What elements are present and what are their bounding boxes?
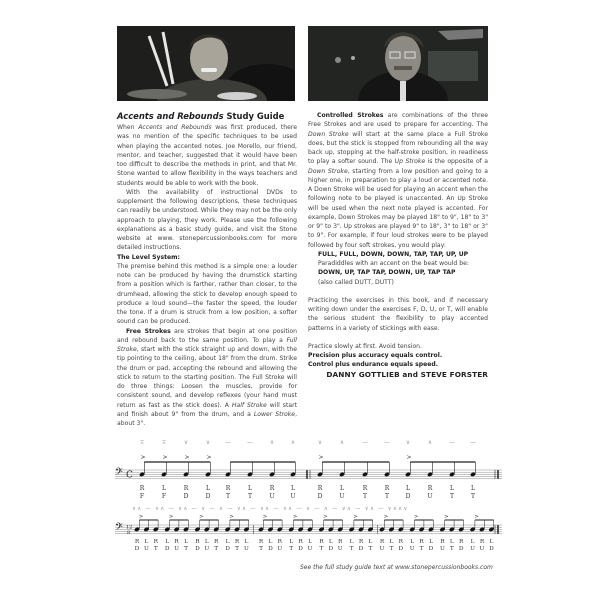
svg-text:R: R bbox=[479, 539, 485, 545]
svg-text:D: D bbox=[458, 546, 464, 552]
svg-text:L: L bbox=[308, 539, 312, 545]
svg-text:>: > bbox=[474, 514, 479, 520]
svg-text:R: R bbox=[419, 539, 424, 545]
svg-text:—: — bbox=[225, 440, 231, 446]
svg-text:R: R bbox=[183, 485, 189, 492]
svg-text:U: U bbox=[204, 546, 210, 552]
svg-text:L: L bbox=[471, 485, 475, 492]
svg-text:⩞: ⩞ bbox=[162, 440, 166, 446]
svg-text:>: > bbox=[323, 514, 328, 520]
pattern-full-down-tap-up: FULL, FULL, DOWN, DOWN, TAP, TAP, UP, UP bbox=[318, 250, 469, 258]
svg-text:∨∧ — ∨∧ — ∨∧ — ∨ — ∧ — ∨∧ — ∨: ∨∧ — ∨∧ — ∨∧ — ∨ — ∧ — ∨∧ — ∨∧ — ∨∧ — ∨ — ∧ — ∨∧ — ∨∧ — ∨∧∧∨ bbox=[132, 506, 409, 512]
svg-text:T: T bbox=[235, 546, 239, 552]
svg-text:T: T bbox=[214, 546, 219, 552]
svg-text:D: D bbox=[405, 493, 411, 500]
svg-text:R: R bbox=[338, 539, 343, 545]
svg-text:T: T bbox=[449, 493, 455, 500]
svg-text:—: — bbox=[470, 440, 476, 446]
svg-text:D: D bbox=[195, 546, 200, 552]
photo-man-right bbox=[308, 26, 488, 101]
svg-text:D: D bbox=[428, 546, 434, 552]
title-italic: Accents and Rebounds bbox=[117, 111, 224, 121]
svg-text:R: R bbox=[384, 485, 390, 492]
svg-text:D: D bbox=[298, 546, 303, 552]
svg-text:T: T bbox=[184, 546, 188, 552]
svg-text:>: > bbox=[413, 514, 419, 520]
svg-text:R: R bbox=[234, 539, 240, 545]
svg-text:L: L bbox=[144, 539, 149, 545]
svg-text:U: U bbox=[427, 493, 433, 500]
right-column bbox=[308, 111, 488, 379]
svg-text:D: D bbox=[205, 493, 211, 500]
svg-text:U: U bbox=[290, 493, 296, 500]
svg-text:>: > bbox=[162, 454, 168, 461]
svg-text:R: R bbox=[258, 539, 264, 545]
svg-text:>: > bbox=[353, 514, 358, 520]
svg-text:—: — bbox=[247, 440, 253, 446]
svg-text:T: T bbox=[319, 546, 324, 552]
svg-text:R: R bbox=[362, 485, 368, 492]
svg-text:R: R bbox=[459, 539, 464, 545]
free-strokes-paragraph: Free Strokes are strokes that begin at one position and rebound back to the same position. To play a Full Stroke, start with the stick straight up and down, with the tip pointing to the ceiling, about 18" from the drum. Strike the drum or pad, accepting the rebound and allowing the stick to return to the starting position. The Full Stroke will do three things: Loosen the muscles, provide for consistent sound, and develop reflexes (your hand must return as fast as the stick does). A Half Stroke will start and finish about 9" from the drum, and a Lower Stroke, about 3". bbox=[117, 327, 297, 427]
pattern-dutt: DOWN, UP, TAP TAP, DOWN, UP, TAP TAP bbox=[318, 269, 456, 277]
svg-text:R: R bbox=[195, 539, 200, 545]
svg-text:L: L bbox=[184, 539, 188, 545]
bass-clef-icon: 𝄢 bbox=[115, 466, 123, 480]
svg-text:D: D bbox=[317, 493, 323, 500]
svg-text:U: U bbox=[143, 546, 149, 552]
svg-text:U: U bbox=[470, 546, 476, 552]
svg-text:L: L bbox=[429, 539, 433, 545]
svg-text:L: L bbox=[470, 539, 475, 545]
svg-text:U: U bbox=[479, 546, 485, 552]
svg-text:—: — bbox=[384, 440, 390, 446]
svg-text:R: R bbox=[139, 485, 145, 492]
svg-text:L: L bbox=[248, 485, 252, 492]
svg-text:R: R bbox=[379, 539, 385, 545]
svg-text:L: L bbox=[206, 485, 210, 492]
paradiddle-intro: Paradiddles with an accent on the beat would be: bbox=[318, 260, 469, 267]
svg-text:R: R bbox=[298, 539, 303, 545]
svg-text:D: D bbox=[268, 546, 273, 552]
svg-text:R: R bbox=[440, 539, 445, 545]
svg-text:T: T bbox=[449, 546, 454, 552]
svg-text:L: L bbox=[406, 485, 410, 492]
svg-text:>: > bbox=[184, 454, 190, 461]
motto-control: Control plus endurance equals speed. bbox=[308, 361, 439, 369]
svg-text:L: L bbox=[162, 485, 166, 492]
svg-text:D: D bbox=[225, 546, 230, 552]
svg-text:U: U bbox=[174, 546, 180, 552]
svg-text:D: D bbox=[398, 546, 404, 552]
svg-text:>: > bbox=[292, 514, 298, 520]
svg-text:R: R bbox=[319, 539, 324, 545]
title-rest: Study Guide bbox=[223, 111, 285, 121]
svg-text:12: 12 bbox=[126, 524, 133, 531]
svg-text:L: L bbox=[489, 539, 494, 545]
svg-text:U: U bbox=[307, 546, 313, 552]
svg-text:L: L bbox=[450, 485, 454, 492]
svg-text:D: D bbox=[183, 493, 189, 500]
svg-text:>: > bbox=[262, 514, 268, 520]
svg-text:L: L bbox=[340, 485, 344, 492]
music-staff-2 bbox=[110, 500, 502, 562]
svg-text:R: R bbox=[225, 485, 231, 492]
svg-text:—: — bbox=[362, 440, 368, 446]
svg-text:>: > bbox=[199, 514, 204, 520]
staff-2-notation bbox=[110, 500, 502, 562]
svg-text:>: > bbox=[444, 514, 449, 520]
svg-text:∧: ∧ bbox=[339, 440, 345, 446]
motto-precision: Precision plus accuracy equals control. bbox=[308, 352, 443, 359]
svg-text:∧: ∧ bbox=[290, 440, 296, 446]
svg-text:L: L bbox=[204, 539, 209, 545]
svg-text:D: D bbox=[358, 546, 364, 552]
svg-text:T: T bbox=[389, 546, 394, 552]
svg-text:∧: ∧ bbox=[427, 440, 433, 446]
dvd-paragraph: With the availability of instructional DVDs to supplement the following descriptions, these techniques can readily be understood. While they may not be the only approach to playing, they work. Please use the following explanations as a basic study guide, and visit the Stone website at www. stonepercussionbooks.com for more detailed instructions. bbox=[117, 188, 297, 252]
practice-paragraph: Practicing the exercises in this book, and if necessary writing down under the exercises F, D, U, or T, will enable the serious student the flexibility to play accented patterns in a variety of stickings with ease. bbox=[308, 296, 488, 332]
svg-text:>: > bbox=[318, 454, 324, 461]
svg-text:∨: ∨ bbox=[317, 440, 323, 446]
svg-text:L: L bbox=[165, 539, 170, 545]
svg-text:U: U bbox=[277, 546, 283, 552]
svg-text:>: > bbox=[206, 454, 212, 461]
svg-text:L: L bbox=[349, 539, 354, 545]
level-system-paragraph: The premise behind this method is a simple one: a louder note can be produced by having the drumstick starting from a position which is farther, rather than closer, to the drumhead, allowing the stick to develop enough speed to produce a loud sound—the faster the speed, the louder the tone. If a drum is struck from a low position, a softer sound can be produced. bbox=[117, 262, 297, 326]
svg-text:T: T bbox=[247, 493, 253, 500]
svg-text:∧: ∧ bbox=[269, 440, 275, 446]
intro-paragraph: When Accents and Rebounds was first produced, there was no mention of the specific techniques to be used when playing the accented notes. Joe Morello, our friend, mentor, and teacher, suggested that it would have been too difficult to describe the methods in print, and that Mr. Stone wanted to allow flexibility in the ways teachers and students would be able to work with the book. bbox=[117, 124, 298, 187]
svg-text:T: T bbox=[153, 546, 158, 552]
svg-text:>: > bbox=[168, 514, 174, 520]
svg-text:T: T bbox=[362, 493, 368, 500]
staff-1-notation bbox=[110, 440, 502, 505]
svg-text:⩞: ⩞ bbox=[140, 440, 144, 446]
svg-text:U: U bbox=[339, 493, 345, 500]
man-photo-image bbox=[308, 26, 488, 101]
svg-text:R: R bbox=[427, 485, 433, 492]
svg-text:L: L bbox=[244, 539, 249, 545]
time-signature: C bbox=[126, 470, 133, 481]
svg-text:T: T bbox=[225, 493, 231, 500]
study-guide-title bbox=[117, 111, 297, 122]
svg-text:—: — bbox=[449, 440, 455, 446]
svg-text:D: D bbox=[489, 546, 494, 552]
photo-drummer-left bbox=[117, 26, 295, 101]
svg-text:F: F bbox=[161, 493, 167, 500]
footer-website-note: See the full study guide text at www.stonepercussionbooks.com bbox=[300, 564, 493, 571]
svg-text:R: R bbox=[134, 539, 140, 545]
svg-text:R: R bbox=[398, 539, 403, 545]
svg-text:T: T bbox=[384, 493, 390, 500]
svg-text:>: > bbox=[406, 454, 412, 461]
svg-text:>: > bbox=[140, 454, 146, 461]
svg-text:>: > bbox=[138, 514, 144, 520]
svg-text:T: T bbox=[368, 546, 373, 552]
authors-byline: DANNY GOTTLIEB and STEVE FORSTER bbox=[326, 369, 488, 379]
svg-text:F: F bbox=[139, 493, 145, 500]
svg-text:R: R bbox=[214, 539, 219, 545]
svg-text:L: L bbox=[289, 539, 294, 545]
controlled-strokes-paragraph: Controlled Strokes are combinations of the three Free Strokes and are used to prepare for accenting. The Down Stroke will start at the same place a Full Stroke does, but the stick is stopped from rebounding all the way back up, stopping at the half-stroke position, in readiness to play a softer sound. The Up Stroke is the opposite of a Down Stroke, starting from a low position and going to a higher one, in preparation to play a loud or accented note. A Down Stroke will be used for playing an accent when the following note to be played is unaccented. An Up Stroke will be used when the next note played is accented. For example, Down Strokes may be played 18" to 9", 18" to 3" or 9" to 3". Up strokes are played 9" to 18", 3" to 18" or 3" to 9". For example, if four loud strokes were to be played followed by four soft strokes, you would play: bbox=[308, 112, 488, 249]
svg-text:>: > bbox=[229, 514, 234, 520]
svg-text:L: L bbox=[225, 539, 230, 545]
svg-text:∨: ∨ bbox=[405, 440, 411, 446]
svg-text:R: R bbox=[269, 485, 275, 492]
bass-clef-icon: 𝄢 bbox=[115, 521, 123, 535]
svg-text:R: R bbox=[358, 539, 364, 545]
svg-text:>: > bbox=[383, 514, 389, 520]
svg-text:L: L bbox=[328, 539, 333, 545]
svg-text:L: L bbox=[410, 539, 415, 545]
svg-text:R: R bbox=[153, 539, 158, 545]
svg-text:U: U bbox=[337, 546, 343, 552]
svg-text:T: T bbox=[259, 546, 263, 552]
level-system-heading: The Level System: bbox=[117, 253, 180, 261]
svg-text:D: D bbox=[134, 546, 140, 552]
drummer-photo-image bbox=[117, 26, 295, 101]
svg-text:D: D bbox=[328, 546, 334, 552]
svg-text:L: L bbox=[268, 539, 273, 545]
svg-text:U: U bbox=[269, 493, 275, 500]
svg-text:∨: ∨ bbox=[183, 440, 189, 446]
svg-text:D: D bbox=[164, 546, 170, 552]
svg-text:U: U bbox=[379, 546, 385, 552]
left-column bbox=[117, 111, 297, 428]
svg-text:R: R bbox=[174, 539, 179, 545]
svg-text:L: L bbox=[449, 539, 454, 545]
svg-text:R: R bbox=[317, 485, 323, 492]
svg-text:8: 8 bbox=[127, 530, 131, 536]
svg-text:U: U bbox=[439, 546, 445, 552]
svg-text:U: U bbox=[409, 546, 415, 552]
music-staff-1 bbox=[110, 440, 502, 505]
svg-text:U: U bbox=[243, 546, 249, 552]
svg-text:T: T bbox=[349, 546, 354, 552]
svg-text:T: T bbox=[419, 546, 424, 552]
practice-slowly: Practice slowly at first. Avoid tension. bbox=[308, 342, 422, 350]
svg-text:R: R bbox=[277, 539, 282, 545]
svg-text:T: T bbox=[289, 546, 294, 552]
svg-text:∨: ∨ bbox=[205, 440, 211, 446]
svg-text:L: L bbox=[291, 485, 295, 492]
svg-text:T: T bbox=[470, 493, 476, 500]
svg-text:L: L bbox=[368, 539, 373, 545]
svg-text:L: L bbox=[389, 539, 394, 545]
pattern-dutt-note: (also called DUTT, DUTT) bbox=[318, 278, 394, 286]
